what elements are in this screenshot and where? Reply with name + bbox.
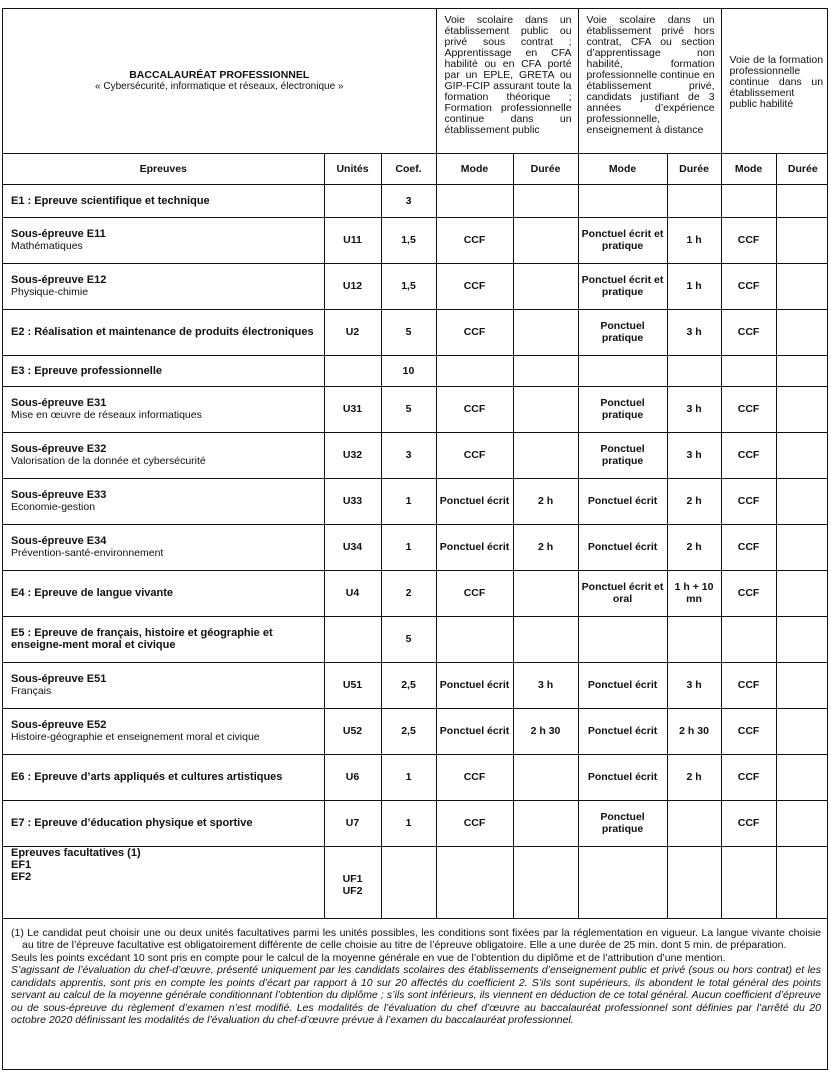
duree-3-cell bbox=[776, 184, 828, 217]
duree-1-cell bbox=[513, 217, 578, 263]
coef-cell: 1 bbox=[381, 800, 436, 846]
epreuve-title: E5 : Epreuve de français, histoire et géographie et enseigne-ment moral et civique bbox=[11, 627, 273, 651]
epreuve-subtitle: Histoire-géographie et enseignement moral et civique bbox=[11, 731, 260, 743]
epreuve-cell bbox=[3, 524, 324, 570]
duree-1-cell bbox=[513, 263, 578, 309]
coef-cell: 1,5 bbox=[381, 263, 436, 309]
unit-cell: U12 bbox=[324, 263, 381, 309]
diploma-title: BACCALAURÉAT PROFESSIONNEL bbox=[129, 68, 310, 81]
mode-1-cell: CCF bbox=[436, 263, 513, 309]
mode-1-cell: Ponctuel écrit bbox=[436, 662, 513, 708]
duree-2-cell bbox=[667, 184, 721, 217]
mode-1-cell bbox=[436, 616, 513, 662]
duree-2-cell bbox=[667, 355, 721, 386]
epreuve-subtitle: Français bbox=[11, 685, 52, 697]
empty-cell bbox=[381, 846, 436, 918]
diploma-title-cell bbox=[3, 9, 436, 153]
duree-3-cell bbox=[776, 309, 828, 355]
epreuve-title: Sous-épreuve E32 bbox=[11, 443, 107, 455]
coef-cell: 2,5 bbox=[381, 708, 436, 754]
table-row bbox=[3, 309, 828, 355]
epreuve-title: Sous-épreuve E12 bbox=[11, 274, 107, 286]
empty-cell bbox=[578, 846, 667, 918]
duree-1-cell bbox=[513, 432, 578, 478]
duree-1-cell bbox=[513, 386, 578, 432]
mode-3-cell: CCF bbox=[721, 524, 776, 570]
mode-3-cell: CCF bbox=[721, 662, 776, 708]
table-row bbox=[3, 432, 828, 478]
empty-cell bbox=[721, 846, 776, 918]
footnote-1: (1) Le candidat peut choisir une ou deux unités facultatives parmi les unités possibles, les conditions sont fixées par la réglementation en vigueur. La langue vivante choisie au titre de l’épreuve facultative est obligatoirement différente de celle choisie au titre de l’épreuve obligatoire. Elle a une durée de 25 min. dont 5 min. de préparation. bbox=[11, 926, 821, 951]
mode-2-cell: Ponctuel écrit bbox=[578, 754, 667, 800]
epreuve-title: E1 : Epreuve scientifique et technique bbox=[11, 194, 210, 207]
diploma-subtitle: « Cybersécurité, informatique et réseaux, électronique » bbox=[95, 80, 344, 92]
mode-1-cell: Ponctuel écrit bbox=[436, 524, 513, 570]
duree-3-cell bbox=[776, 708, 828, 754]
mode-3-cell: CCF bbox=[721, 309, 776, 355]
mode-1-cell: Ponctuel écrit bbox=[436, 478, 513, 524]
table-row bbox=[3, 217, 828, 263]
epreuve-title: E2 : Réalisation et maintenance de produits électroniques bbox=[11, 326, 314, 338]
col-coef: Coef. bbox=[381, 153, 436, 184]
coef-cell: 1 bbox=[381, 754, 436, 800]
duree-3-cell bbox=[776, 616, 828, 662]
unit-cell bbox=[324, 355, 381, 386]
coef-cell: 1 bbox=[381, 524, 436, 570]
facultative-unit-uf1: UF1 bbox=[342, 872, 363, 885]
unit-cell: U6 bbox=[324, 754, 381, 800]
epreuve-subtitle: Physique-chimie bbox=[11, 286, 89, 298]
mode-1-cell: CCF bbox=[436, 432, 513, 478]
epreuve-subtitle: Prévention-santé-environnement bbox=[11, 547, 164, 559]
unit-cell: U31 bbox=[324, 386, 381, 432]
facultatives-cell bbox=[3, 846, 324, 918]
duree-2-cell: 2 h bbox=[667, 754, 721, 800]
voie-header-3: Voie de la formation professionnelle continue dans un établissement public habilité bbox=[721, 9, 828, 153]
mode-2-cell: Ponctuel pratique bbox=[578, 386, 667, 432]
mode-3-cell: CCF bbox=[721, 217, 776, 263]
coef-cell: 2,5 bbox=[381, 662, 436, 708]
mode-3-cell bbox=[721, 184, 776, 217]
mode-1-cell: CCF bbox=[436, 800, 513, 846]
unit-cell: U51 bbox=[324, 662, 381, 708]
epreuve-cell bbox=[3, 184, 324, 217]
table-row bbox=[3, 754, 828, 800]
table-row bbox=[3, 355, 828, 386]
mode-2-cell: Ponctuel pratique bbox=[578, 432, 667, 478]
unit-cell: U4 bbox=[324, 570, 381, 616]
mode-1-cell: CCF bbox=[436, 570, 513, 616]
duree-1-cell bbox=[513, 184, 578, 217]
mode-3-cell bbox=[721, 616, 776, 662]
empty-cell bbox=[436, 846, 513, 918]
col-mode-3: Mode bbox=[721, 153, 776, 184]
mode-1-cell bbox=[436, 355, 513, 386]
epreuve-title: E3 : Epreuve professionnelle bbox=[11, 364, 162, 377]
epreuve-title: Sous-épreuve E11 bbox=[11, 228, 106, 240]
mode-2-cell: Ponctuel écrit et pratique bbox=[578, 217, 667, 263]
epreuve-title: Sous-épreuve E31 bbox=[11, 397, 107, 409]
duree-1-cell bbox=[513, 616, 578, 662]
coef-cell: 1,5 bbox=[381, 217, 436, 263]
epreuve-title: E6 : Epreuve d’arts appliqués et cultures artistiques bbox=[11, 771, 283, 783]
mode-3-cell: CCF bbox=[721, 386, 776, 432]
unit-cell: U32 bbox=[324, 432, 381, 478]
duree-3-cell bbox=[776, 217, 828, 263]
epreuve-cell bbox=[3, 662, 324, 708]
coef-cell: 3 bbox=[381, 432, 436, 478]
col-unites: Unités bbox=[324, 153, 381, 184]
col-duree-2: Durée bbox=[667, 153, 721, 184]
epreuve-cell bbox=[3, 478, 324, 524]
mode-3-cell: CCF bbox=[721, 754, 776, 800]
unit-cell: U7 bbox=[324, 800, 381, 846]
mode-3-cell: CCF bbox=[721, 478, 776, 524]
exam-table bbox=[3, 9, 828, 919]
table-row bbox=[3, 478, 828, 524]
footnote-2: Seuls les points excédant 10 sont pris en compte pour le calcul de la moyenne générale en vue de l’obtention du diplôme et de l’attribution d’une mention. bbox=[11, 951, 726, 964]
duree-2-cell: 3 h bbox=[667, 432, 721, 478]
duree-3-cell bbox=[776, 386, 828, 432]
column-header-row bbox=[3, 153, 828, 184]
duree-3-cell bbox=[776, 355, 828, 386]
coef-cell: 5 bbox=[381, 386, 436, 432]
epreuve-subtitle: Economie-gestion bbox=[11, 501, 96, 513]
col-mode-1: Mode bbox=[436, 153, 513, 184]
footnote-3: S’agissant de l’évaluation du chef-d’œuvre, présenté uniquement par les candidats scolaires des établissements d’enseignement public et privé (sous ou hors contrat) et les candidats apprentis, sont pris en compte les points d’écart par rapport à 10 sur 20 affectés du coefficient 2. S’ils sont supérieurs, ils abondent le total général des points servant au calcul de la moyenne générale conditionnant l’obtention du diplôme ; s’ils sont inférieurs, ils viennent en déduction de ce total général. Aucun coefficient d’épreuve ou de sous-épreuve du règlement d’examen n’est modifié. Les modalités de l’évaluation du chef d’œuvre au baccalauréat professionnel sont définies par l’arrêté du 20 octobre 2020 définissant les modalités de l’évaluation du chef-d’œuvre prévue à l’examen du baccalauréat professionnel. bbox=[11, 964, 821, 1026]
epreuve-title: E7 : Epreuve d’éducation physique et sportive bbox=[11, 817, 253, 829]
col-epreuves: Epreuves bbox=[3, 153, 324, 184]
table-row bbox=[3, 263, 828, 309]
epreuve-cell bbox=[3, 355, 324, 386]
mode-2-cell: Ponctuel écrit et pratique bbox=[578, 263, 667, 309]
duree-1-cell bbox=[513, 800, 578, 846]
coef-cell: 10 bbox=[381, 355, 436, 386]
mode-2-cell: Ponctuel écrit bbox=[578, 708, 667, 754]
mode-1-cell bbox=[436, 184, 513, 217]
epreuve-subtitle: Mise en œuvre de réseaux informatiques bbox=[11, 409, 202, 421]
table-row bbox=[3, 386, 828, 432]
duree-3-cell bbox=[776, 662, 828, 708]
epreuve-title: Sous-épreuve E51 bbox=[11, 673, 107, 685]
duree-3-cell bbox=[776, 478, 828, 524]
duree-1-cell bbox=[513, 309, 578, 355]
table-row bbox=[3, 708, 828, 754]
mode-3-cell: CCF bbox=[721, 800, 776, 846]
duree-1-cell bbox=[513, 570, 578, 616]
mode-1-cell: Ponctuel écrit bbox=[436, 708, 513, 754]
coef-cell: 5 bbox=[381, 309, 436, 355]
duree-2-cell: 3 h bbox=[667, 309, 721, 355]
table-row bbox=[3, 616, 828, 662]
voie-header-1: Voie scolaire dans un établissement public ou privé sous contrat ; Apprentissage en CFA habilité ou en CFA porté par un EPLE, GRETA ou GIP-FCIP assurant toute la formation théorique ; Formation professionnelle continue dans un établissement public bbox=[436, 9, 578, 153]
duree-1-cell bbox=[513, 355, 578, 386]
duree-2-cell bbox=[667, 616, 721, 662]
table-row bbox=[3, 184, 828, 217]
mode-1-cell: CCF bbox=[436, 217, 513, 263]
exam-regulation-document bbox=[2, 8, 828, 1070]
col-duree-3: Durée bbox=[776, 153, 828, 184]
facultative-title: Epreuves facultatives (1) bbox=[11, 846, 141, 859]
empty-cell bbox=[667, 846, 721, 918]
table-row bbox=[3, 800, 828, 846]
unit-cell: U11 bbox=[324, 217, 381, 263]
facultatives-row bbox=[3, 846, 828, 918]
epreuve-cell bbox=[3, 754, 324, 800]
unit-cell: U2 bbox=[324, 309, 381, 355]
facultatives-units-cell bbox=[324, 846, 381, 918]
mode-3-cell: CCF bbox=[721, 263, 776, 309]
table-row bbox=[3, 662, 828, 708]
epreuve-cell bbox=[3, 800, 324, 846]
duree-3-cell bbox=[776, 754, 828, 800]
mode-3-cell: CCF bbox=[721, 708, 776, 754]
mode-1-cell: CCF bbox=[436, 386, 513, 432]
facultative-ef1: EF1 bbox=[11, 858, 32, 871]
epreuve-cell bbox=[3, 432, 324, 478]
epreuve-cell bbox=[3, 309, 324, 355]
empty-cell bbox=[513, 846, 578, 918]
epreuve-cell bbox=[3, 570, 324, 616]
mode-2-cell bbox=[578, 355, 667, 386]
duree-2-cell: 1 h + 10 mn bbox=[667, 570, 721, 616]
unit-cell: U52 bbox=[324, 708, 381, 754]
duree-3-cell bbox=[776, 570, 828, 616]
unit-cell bbox=[324, 184, 381, 217]
unit-cell: U34 bbox=[324, 524, 381, 570]
mode-2-cell: Ponctuel écrit bbox=[578, 524, 667, 570]
duree-1-cell bbox=[513, 754, 578, 800]
duree-1-cell: 2 h 30 bbox=[513, 708, 578, 754]
duree-2-cell: 1 h bbox=[667, 263, 721, 309]
mode-3-cell: CCF bbox=[721, 570, 776, 616]
mode-2-cell: Ponctuel écrit bbox=[578, 662, 667, 708]
duree-2-cell bbox=[667, 800, 721, 846]
mode-2-cell: Ponctuel pratique bbox=[578, 309, 667, 355]
epreuve-subtitle: Mathématiques bbox=[11, 240, 83, 252]
duree-2-cell: 2 h bbox=[667, 478, 721, 524]
mode-1-cell: CCF bbox=[436, 309, 513, 355]
duree-1-cell: 3 h bbox=[513, 662, 578, 708]
duree-3-cell bbox=[776, 524, 828, 570]
epreuve-cell bbox=[3, 708, 324, 754]
mode-3-cell: CCF bbox=[721, 432, 776, 478]
duree-3-cell bbox=[776, 432, 828, 478]
col-mode-2: Mode bbox=[578, 153, 667, 184]
coef-cell: 3 bbox=[381, 184, 436, 217]
duree-2-cell: 3 h bbox=[667, 386, 721, 432]
epreuve-title: Sous-épreuve E34 bbox=[11, 535, 107, 547]
header-row bbox=[3, 9, 828, 153]
duree-3-cell bbox=[776, 800, 828, 846]
duree-1-cell: 2 h bbox=[513, 524, 578, 570]
duree-2-cell: 2 h bbox=[667, 524, 721, 570]
duree-3-cell bbox=[776, 263, 828, 309]
duree-2-cell: 2 h 30 bbox=[667, 708, 721, 754]
duree-2-cell: 3 h bbox=[667, 662, 721, 708]
epreuve-cell bbox=[3, 616, 324, 662]
epreuve-cell bbox=[3, 217, 324, 263]
epreuve-subtitle: Valorisation de la donnée et cybersécurité bbox=[11, 455, 206, 467]
table-row bbox=[3, 570, 828, 616]
mode-2-cell: Ponctuel pratique bbox=[578, 800, 667, 846]
facultative-unit-uf2: UF2 bbox=[342, 884, 363, 897]
table-row bbox=[3, 524, 828, 570]
mode-2-cell: Ponctuel écrit et oral bbox=[578, 570, 667, 616]
mode-3-cell bbox=[721, 355, 776, 386]
coef-cell: 2 bbox=[381, 570, 436, 616]
coef-cell: 1 bbox=[381, 478, 436, 524]
duree-1-cell: 2 h bbox=[513, 478, 578, 524]
unit-cell: U33 bbox=[324, 478, 381, 524]
footnotes bbox=[3, 919, 827, 1027]
epreuve-title: Sous-épreuve E33 bbox=[11, 489, 107, 501]
col-duree-1: Durée bbox=[513, 153, 578, 184]
epreuve-cell bbox=[3, 386, 324, 432]
mode-2-cell bbox=[578, 616, 667, 662]
mode-2-cell bbox=[578, 184, 667, 217]
epreuve-title: Sous-épreuve E52 bbox=[11, 719, 107, 731]
coef-cell: 5 bbox=[381, 616, 436, 662]
mode-2-cell: Ponctuel écrit bbox=[578, 478, 667, 524]
mode-1-cell: CCF bbox=[436, 754, 513, 800]
facultative-ef2: EF2 bbox=[11, 870, 32, 883]
voie-header-2: Voie scolaire dans un établissement privé hors contrat, CFA ou section d’apprentissage non habilité, formation professionnelle continue en établissement privé, candidats justifiant de 3 années d’expérience professionnelle, enseignement à distance bbox=[578, 9, 721, 153]
empty-cell bbox=[776, 846, 828, 918]
unit-cell bbox=[324, 616, 381, 662]
duree-2-cell: 1 h bbox=[667, 217, 721, 263]
epreuve-cell bbox=[3, 263, 324, 309]
epreuve-title: E4 : Epreuve de langue vivante bbox=[11, 587, 174, 599]
